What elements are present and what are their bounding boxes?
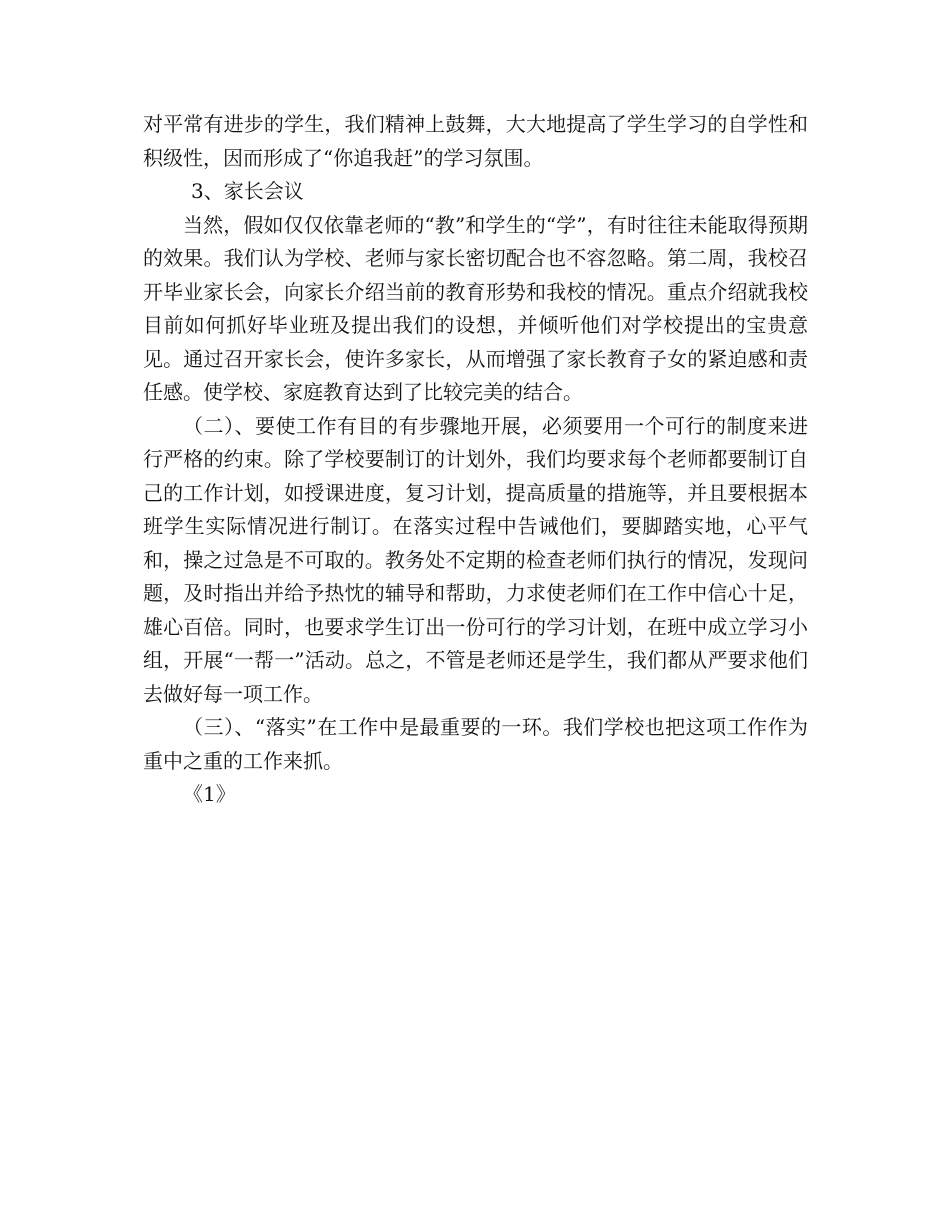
paragraph-section-two: （二）、要使工作有目的有步骤地开展，必须要用一个可行的制度来进行严格的约束。除了学校要制订的计划外，我们均要求每个老师都要制订自己的工作计划，如授课进度，复习计划，提高质量的措施等，并且要根据本班学生实际情况进行制订。在落实过程中告诫他们，要脚踏实地，心平气和，操之过急是不可取的。教务处不定期的检查老师们执行的情况，发现问题，及时指出并给予热忱的辅导和帮助，力求使老师们在工作中信心十足，雄心百倍。同时，也要求学生订出一份可行的学习计划，在班中成立学习小组，开展“一帮一”活动。总之，不管是老师还是学生，我们都从严要求他们去做好每一项工作。 xyxy=(143,413,808,706)
paragraph-continuation: 对平常有进步的学生，我们精神上鼓舞，大大地提高了学生学习的自学性和积级性，因而形成了“你追我赶”的学习氛围。 xyxy=(143,112,808,170)
paragraph-section-three: （三）、“落实”在工作中是最重要的一环。我们学校也把这项工作作为重中之重的工作来抓。 xyxy=(143,715,808,773)
section-heading-parent-meeting: 3、家长会议 xyxy=(191,179,304,203)
document-body xyxy=(143,108,808,812)
paragraph-parent-meeting: 当然，假如仅仅依靠老师的“教”和学生的“学”，有时往往未能取得预期的效果。我们认为学校、老师与家长密切配合也不容忽略。第二周，我校召开毕业家长会，向家长介绍当前的教育形势和我校的情况。重点介绍就我校目前如何抓好毕业班及提出我们的设想，并倾听他们对学校提出的宝贵意见。通过召开家长会，使许多家长，从而增强了家长教育子女的紧迫感和责任感。使学校、家庭教育达到了比较完美的结合。 xyxy=(143,212,808,404)
item-marker: 《1》 xyxy=(183,782,236,806)
